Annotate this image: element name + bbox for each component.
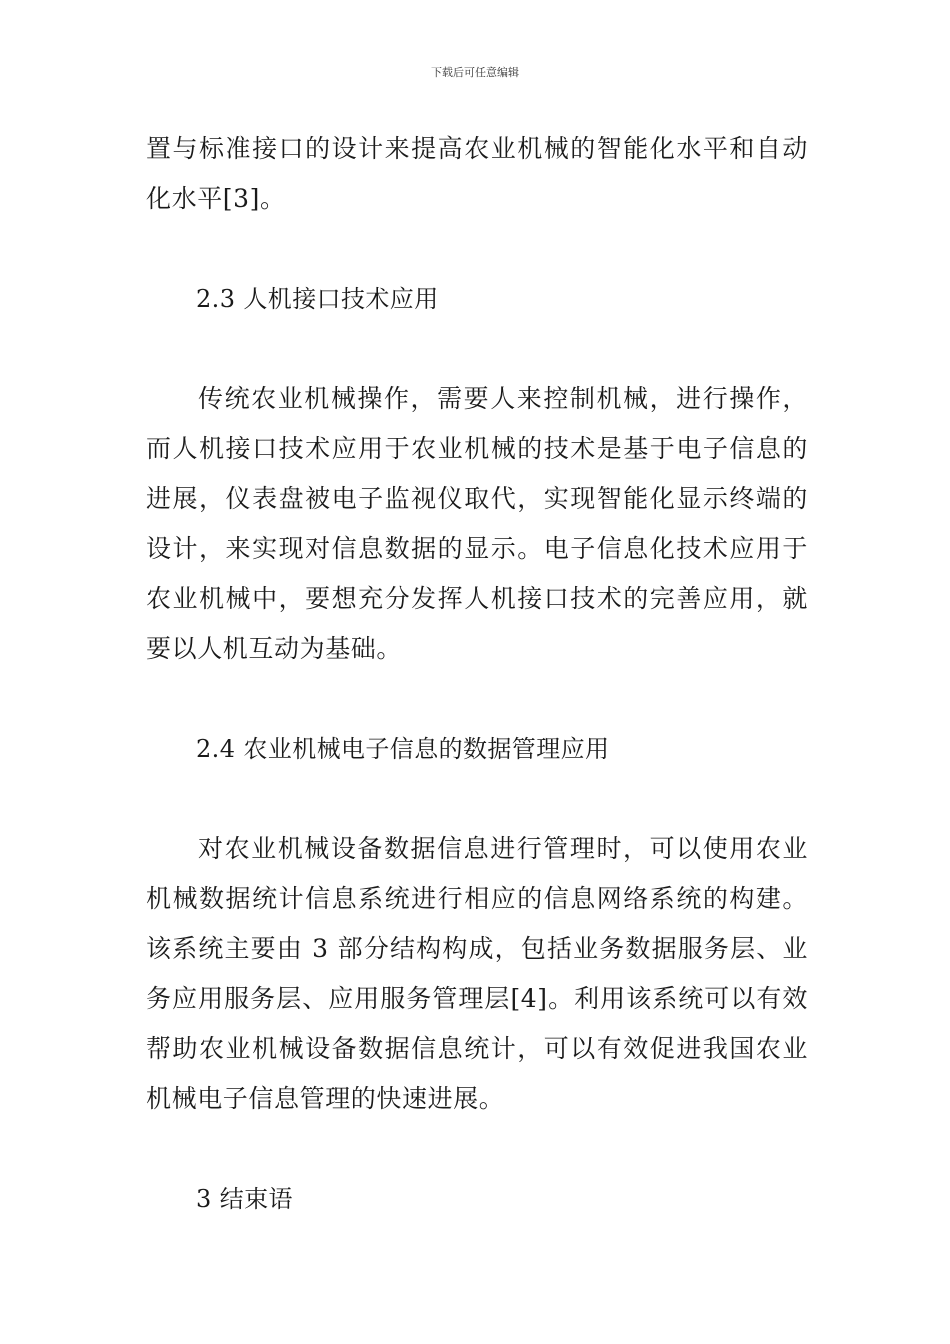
spacer (146, 774, 808, 824)
heading-2-4: 2.4 农业机械电子信息的数据管理应用 (196, 735, 610, 763)
spacer (146, 674, 808, 724)
spacer (146, 324, 808, 374)
paragraph-2-3: 传统农业机械操作，需要人来控制机械，进行操作，而人机接口技术应用于农业机械的技术是基于电子信息的进展，仪表盘被电子监视仪取代，实现智能化显示终端的设计，来实现对信息数据的显示。电子信息化技术应用于农业机械中，要想充分发挥人机接口技术的完善应用，就要以人机互动为基础。 (146, 384, 808, 663)
header-note: 下载后可任意编辑 (431, 66, 519, 79)
paragraph-intro: 置与标准接口的设计来提高农业机械的智能化水平和自动化水平[3]。 (146, 134, 808, 213)
document-body (146, 124, 808, 1224)
heading-3: 3 结束语 (196, 1185, 293, 1213)
spacer (146, 1124, 808, 1174)
paragraph-2-4: 对农业机械设备数据信息进行管理时，可以使用农业机械数据统计信息系统进行相应的信息网络系统的构建。该系统主要由 3 部分结构构成，包括业务数据服务层、业务应用服务层、应用服务管理层[4]。利用该系统可以有效帮助农业机械设备数据信息统计，可以有效促进我国农业机械电子信息管理的快速进展。 (146, 834, 808, 1113)
heading-2-3: 2.3 人机接口技术应用 (196, 285, 439, 313)
spacer (146, 224, 808, 274)
